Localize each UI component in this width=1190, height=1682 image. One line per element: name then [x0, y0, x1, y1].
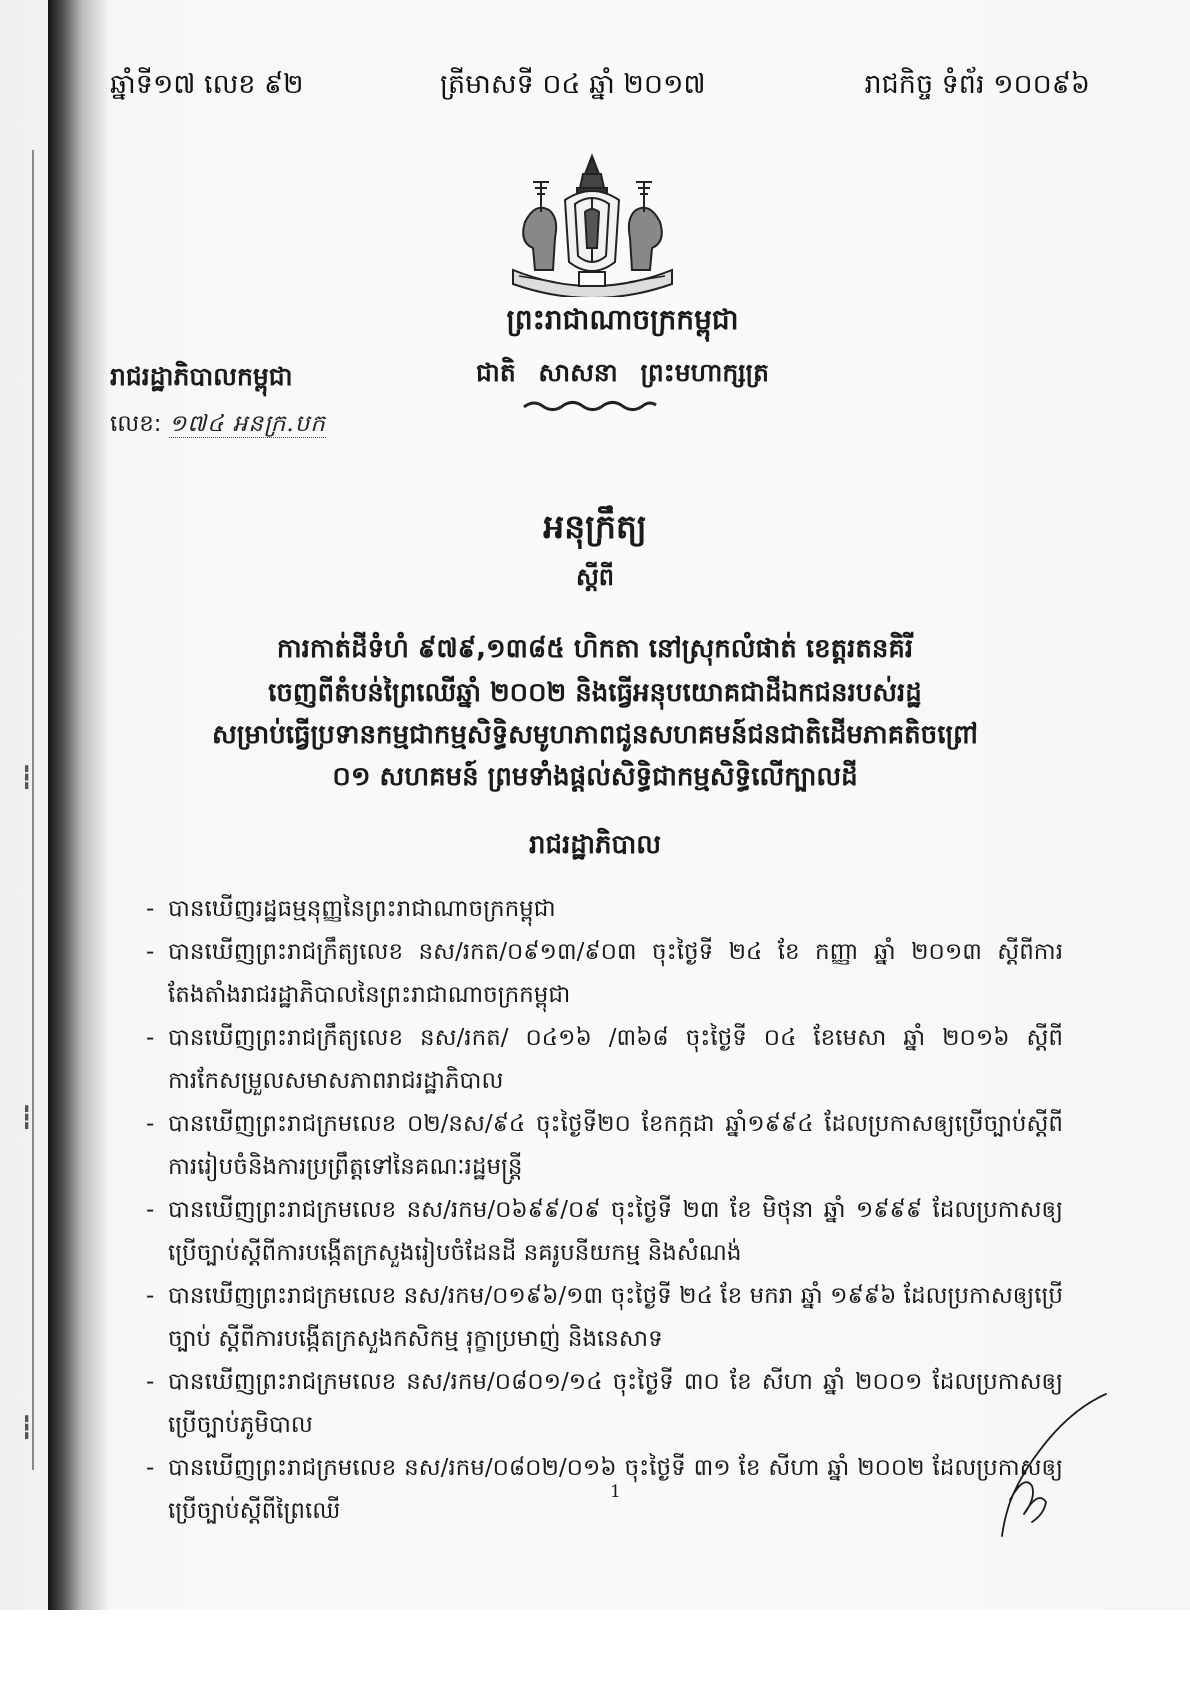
- scan-bottom-margin: [0, 1610, 1190, 1682]
- handwritten-signature: [980, 1390, 1110, 1540]
- scan-margin-line: [32, 150, 34, 1470]
- gazette-page-ref: រាជកិច្ច ទំព័រ ១០០៩៦: [864, 69, 1090, 100]
- ornament-divider-icon: [520, 397, 660, 413]
- scan-edge-shadow: [48, 0, 108, 1610]
- gazette-quarter: ត្រីមាសទី ០៤ ឆ្នាំ ២០១៧: [440, 69, 706, 100]
- recital-item: - បានឃើញព្រះរាជក្រមលេខ នស/រកម/០១៩៦/១៣ ចុះថ្ងៃទី ២៤ ខែ មករា ឆ្នាំ ១៩៩៦ ដែលប្រកាសឲ្យប្រើច្បាប់ ស្តីពីការបង្កើតក្រសួងកសិកម្ម រុក្ខាប្រមាញ់ និងនេសាទ: [168, 1275, 1063, 1361]
- margin-stamp-mark: ▬▬▬: [22, 1414, 32, 1440]
- reference-number: [110, 410, 326, 443]
- royal-coat-of-arms-icon: [505, 152, 680, 297]
- recital-item: - បានឃើញព្រះរាជក្រមលេខ នស/រកម/០៦៩៩/០៩ ចុះថ្ងៃទី ២៣ ខែ មិថុនា ឆ្នាំ ១៩៩៩ ដែលប្រកាសឲ្យប្រើច្បាប់ស្តីពីការបង្កើតក្រសួងរៀបចំដែនដី នគរូបនីយកម្ម និងសំណង់: [168, 1189, 1063, 1275]
- document-title-line: សម្រាប់ធ្វើប្រទានកម្មជាកម្មសិទ្ធិសមូហភាពជូនសហគមន៍ជនជាតិដើមភាគតិចព្រៅ: [212, 720, 978, 750]
- recital-item: - បានឃើញព្រះរាជក្រឹត្យលេខ នស/រកត/០៩១៣/៩០៣ ចុះថ្ងៃទី ២៤ ខែ កញ្ញា ឆ្នាំ ២០១៣ ស្តីពីការតែងតាំងរាជរដ្ឋាភិបាលនៃព្រះរាជាណាចក្រកម្ពុជា: [168, 931, 1063, 1017]
- national-motto: ជាតិ សាសនា ព្រះមហាក្សត្រ: [476, 358, 769, 387]
- document-about: ស្តីពី: [575, 563, 615, 591]
- issuing-government: រាជរដ្ឋាភិបាលកម្ពុជា: [110, 362, 293, 391]
- recital-item: - បានឃើញព្រះរាជក្រមលេខ ០២/នស/៩៤ ចុះថ្ងៃទី២០ ខែកក្កដា ឆ្នាំ១៩៩៤ ដែលប្រកាសឲ្យប្រើច្បាប់ស្តីពីការរៀបចំនិងការប្រព្រឹត្តទៅនៃគណៈរដ្ឋមន្ត្រី: [168, 1103, 1063, 1189]
- recitals-list: [168, 888, 1063, 1533]
- recital-item: - បានឃើញព្រះរាជក្រឹត្យលេខ នស/រកត/ ០៤១៦ /៣៦៨ ចុះថ្ងៃទី ០៤ ខែមេសា ឆ្នាំ ២០១៦ ស្តីពីការកែសម្រួលសមាសភាពរាជរដ្ឋាភិបាល: [168, 1017, 1063, 1103]
- document-title-line: ចេញពីតំបន់ព្រៃឈើឆ្នាំ ២០០២ និងធ្វើអនុបយោគជាដីឯកជនរបស់រដ្ឋ: [268, 678, 922, 708]
- document-title-line: ០១ សហគមន៍ ព្រមទាំងផ្តល់សិទ្ធិជាកម្មសិទ្ធិលើក្បាលដី: [332, 762, 858, 792]
- document-title-line: ការកាត់ដីទំហំ ៩៧៩,១៣៨៥ ហិកតា នៅស្រុកលំផាត់ ខេត្តរតនគិរី: [276, 634, 914, 664]
- recital-item: - បានឃើញរដ្ឋធម្មនុញ្ញនៃព្រះរាជាណាចក្រកម្ពុជា: [168, 888, 1063, 931]
- body-heading: រាជរដ្ឋាភិបាល: [528, 830, 662, 860]
- reference-handwritten-value: ១៧៤ អនក្រ.បក: [168, 411, 326, 437]
- page-number: 1: [610, 1482, 621, 1502]
- recital-item: - បានឃើញព្រះរាជក្រមលេខ នស/រកម/០៨០១/១៤ ចុះថ្ងៃទី ៣០ ខែ សីហា ឆ្នាំ ២០០១ ដែលប្រកាសឲ្យប្រើច្បាប់ភូមិបាល: [168, 1361, 1063, 1447]
- margin-stamp-mark: ▬▬▬: [22, 1104, 32, 1130]
- gazette-year-issue: ឆ្នាំទី១៧ លេខ ៩២: [110, 69, 304, 100]
- gazette-header: [110, 68, 1090, 118]
- recital-item: - បានឃើញព្រះរាជក្រមលេខ នស/រកម/០៨០២/០១៦ ចុះថ្ងៃទី ៣១ ខែ សីហា ឆ្នាំ ២០០២ ដែលប្រកាសឲ្យប្រើច្បាប់ស្តីពីព្រៃឈើ: [168, 1447, 1063, 1533]
- margin-stamp-mark: ▬▬▬: [22, 764, 32, 790]
- document-type: អនុក្រឹត្យ: [543, 507, 647, 546]
- reference-label: លេខ:: [110, 411, 162, 437]
- kingdom-name: ព្រះរាជាណាចក្រកម្ពុជា: [506, 303, 739, 336]
